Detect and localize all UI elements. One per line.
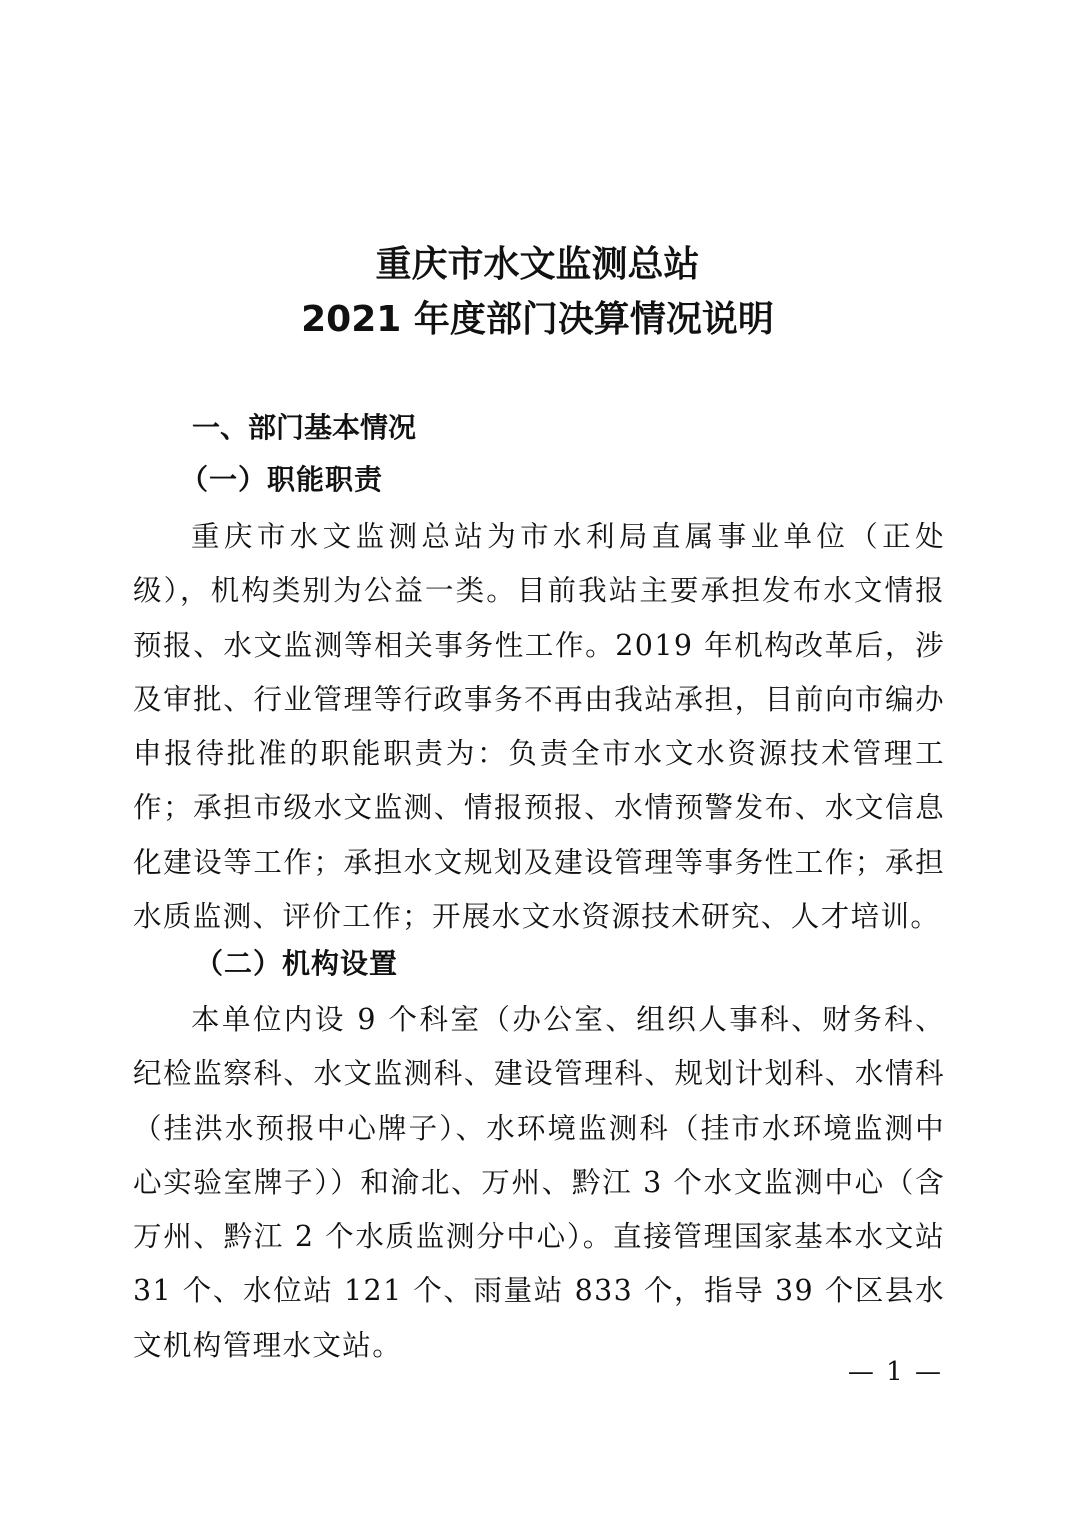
paragraph-functions: 重庆市水文监测总站为市水利局直属事业单位（正处级），机构类别为公益一类。目前我站主要承担发布水文情报预报、水文监测等相关事务性工作。2019 年机构改革后，涉及审批、行业管理等行政事务不再由我站承担，目前向市编办申报待批准的职能职责为：负责全市水文水资源技术管理工作；承担市级水文监测、情报预报、水情预警发布、水文信息化建设等工作；承担水文规划及建设管理等事务性工作；承担水质监测、评价工作；开展水文水资源技术研究、人才培训。: [133, 520, 945, 934]
document-title-line2: 2021 年度部门决算情况说明: [301, 299, 774, 340]
document-title-line1: 重庆市水文监测总站: [375, 244, 700, 285]
paragraph-organization: 本单位内设 9 个科室（办公室、组织人事科、财务科、纪检监察科、水文监测科、建设管理科、规划计划科、水情科（挂洪水预报中心牌子）、水环境监测科（挂市水环境监测中心实验室牌子））和渝北、万州、黔江 3 个水文监测中心（含万州、黔江 2 个水质监测分中心）。直接管理国家基本水文站 31 个、水位站 121 个、雨量站 833 个，指导 39 个区县水文机构管理水文站。: [133, 1003, 945, 1362]
subsection-heading-functions: （一）职能职责: [180, 463, 384, 496]
subsection-heading-organization: （二）机构设置: [195, 947, 399, 980]
page-number: — 1 —: [847, 1357, 943, 1387]
section-heading-basic-info: 一、部门基本情况: [192, 411, 417, 444]
